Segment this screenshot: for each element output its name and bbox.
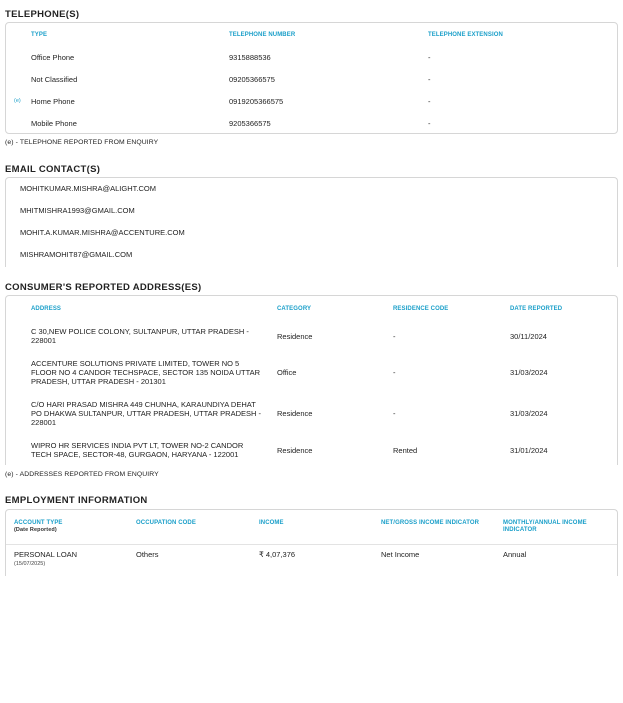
list-item: MOHIT.A.KUMAR.MISHRA@ACCENTURE.COM (20, 228, 185, 237)
addresses-table (5, 295, 618, 465)
phone-number: 0919205366575 (229, 97, 284, 106)
employment-account-type: PERSONAL LOAN (14, 550, 78, 559)
address-text: C/O HARI PRASAD MISHRA 449 CHUNHA, KARAUNDIYA DEHAT PO DHAKWA SULTANPUR, UTTAR PRADESH, UTTAR PRADESH - 228001 (31, 400, 262, 427)
address-date: 31/03/2024 (510, 409, 548, 418)
col-telephone-extension: TELEPHONE EXTENSION (428, 32, 503, 38)
phone-type: Mobile Phone (31, 119, 77, 128)
col-telephone-number: TELEPHONE NUMBER (229, 32, 296, 38)
employment-date-reported: (15/07/2025) (14, 561, 46, 567)
emails-list (5, 177, 618, 267)
address-residence-code: Rented (393, 446, 418, 455)
list-item: MOHITKUMAR.MISHRA@ALIGHT.COM (20, 184, 156, 193)
employment-title: EMPLOYMENT INFORMATION (5, 495, 148, 506)
phone-extension: - (428, 53, 431, 62)
telephones-note: (e) - TELEPHONE REPORTED FROM ENQUIRY (5, 139, 159, 146)
employment-monthly-annual: Annual (503, 550, 527, 559)
employment-income: ₹ 4,07,376 (259, 550, 296, 559)
col-type: TYPE (31, 32, 48, 38)
address-category: Residence (277, 446, 313, 455)
address-residence-code: - (393, 332, 396, 341)
emails-title: EMAIL CONTACT(S) (5, 164, 101, 175)
address-category: Residence (277, 332, 313, 341)
address-date: 31/01/2024 (510, 446, 548, 455)
address-residence-code: - (393, 409, 396, 418)
phone-extension: - (428, 119, 431, 128)
phone-extension: - (428, 75, 431, 84)
col-date-reported-sub: (Date Reported) (14, 527, 57, 533)
addresses-title: CONSUMER'S REPORTED ADDRESS(ES) (5, 282, 202, 293)
address-date: 31/03/2024 (510, 368, 548, 377)
col-address: ADDRESS (31, 306, 62, 312)
phone-extension: - (428, 97, 431, 106)
list-item: MHITMISHRA1993@GMAIL.COM (20, 206, 135, 215)
col-occupation-code: OCCUPATION CODE (136, 520, 196, 526)
address-category: Office (277, 368, 297, 377)
address-date: 30/11/2024 (510, 332, 547, 341)
col-account-type-label: ACCOUNT TYPE (14, 520, 63, 526)
col-category: CATEGORY (277, 306, 312, 312)
addresses-note: (e) - ADDRESSES REPORTED FROM ENQUIRY (5, 471, 159, 478)
address-text: C 30,NEW POLICE COLONY, SULTANPUR, UTTAR PRADESH - 228001 (31, 327, 249, 345)
telephones-title: TELEPHONE(S) (5, 9, 80, 20)
employment-net-gross: Net Income (381, 550, 420, 559)
phone-number: 9315888536 (229, 53, 271, 62)
list-item: MISHRAMOHIT87@GMAIL.COM (20, 250, 133, 259)
col-residence-code: RESIDENCE CODE (393, 306, 449, 312)
address-residence-code: - (393, 368, 396, 377)
col-date-reported: DATE REPORTED (510, 306, 563, 312)
phone-type: Not Classified (31, 75, 78, 84)
telephones-table (5, 22, 618, 134)
phone-number: 9205366575 (229, 119, 271, 128)
employment-occupation: Others (136, 550, 159, 559)
col-monthly-annual-income: MONTHLY/ANNUAL INCOME INDICATOR (503, 520, 587, 533)
phone-number: 09205366575 (229, 75, 275, 84)
address-category: Residence (277, 409, 313, 418)
col-net-gross-income: NET/GROSS INCOME INDICATOR (381, 520, 480, 526)
address-text: WIPRO HR SERVICES INDIA PVT LT, TOWER NO-2 CANDOR TECH SPACE, SECTOR-48, GURGAON, HARYANA - 122001 (31, 441, 244, 459)
enquiry-marker: (e) (14, 98, 21, 104)
employment-table (5, 509, 618, 576)
header-divider (6, 544, 617, 545)
col-income: INCOME (259, 520, 284, 526)
address-text: ACCENTURE SOLUTIONS PRIVATE LIMITED, TOWER NO 5 FLOOR NO 4 CANDOR TECHSPACE, SECTOR 135 NOIDA UTTAR PRADESH, UTTAR PRADESH - 201301 (31, 359, 261, 386)
phone-type: Home Phone (31, 97, 75, 106)
phone-type: Office Phone (31, 53, 75, 62)
col-account-type (14, 520, 63, 534)
